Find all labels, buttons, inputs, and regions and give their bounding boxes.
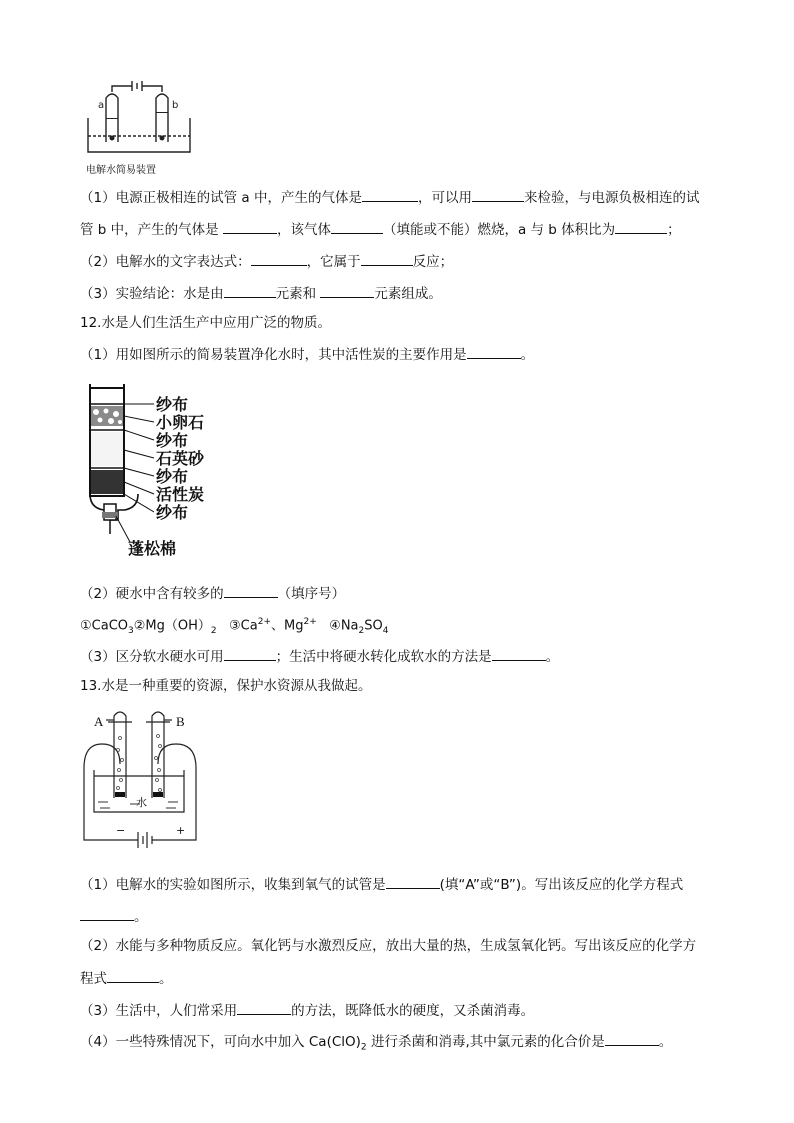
tube-label-a: a (98, 100, 105, 111)
subscript: 2 (210, 625, 217, 636)
positive-terminal-label: + (176, 824, 186, 837)
layer-label-0: 纱布 (156, 395, 189, 414)
text: （3）实验结论：水是由 (80, 286, 224, 302)
text: 元素组成。 (374, 286, 442, 302)
text: 。 (134, 909, 148, 925)
text: 。 (159, 971, 173, 987)
water-label: 水 (136, 796, 147, 809)
answer-blank[interactable] (467, 344, 521, 359)
subscript: 2 (358, 625, 365, 636)
superscript: 2+ (257, 617, 272, 627)
question-title: 12.水是人们生活生产中应用广泛的物质。 (80, 315, 331, 331)
q12-part1 (80, 344, 534, 364)
superscript: 2+ (303, 617, 317, 627)
q13-title (80, 677, 371, 695)
option-2: ②Mg（OH） (133, 618, 211, 634)
water-purifier-figure (84, 384, 234, 560)
subscript: 3 (128, 625, 134, 636)
q13-part1-line2 (80, 906, 148, 926)
text: （3）生活中，人们常采用 (80, 1003, 238, 1019)
answer-blank[interactable] (361, 251, 413, 266)
answer-blank[interactable] (107, 968, 159, 983)
text: （3）区分软水硬水可用 (80, 649, 224, 665)
layer-label-1: 小卵石 (156, 413, 205, 432)
option-4: ④Na (329, 618, 359, 634)
answer-blank[interactable] (251, 251, 307, 266)
answer-blank[interactable] (472, 187, 524, 202)
text: (填“A”或“B”)。写出该反应的化学方程式 (439, 877, 684, 893)
layer-label-3: 石英砂 (156, 449, 205, 468)
text: （2）电解水的文字表达式： (80, 254, 251, 270)
answer-blank[interactable] (615, 219, 667, 234)
electrolysis-figure-2 (80, 708, 220, 860)
text: 来检验，与电源负极相连的试 (523, 190, 700, 206)
text: SO (364, 618, 383, 634)
answer-blank[interactable] (80, 906, 134, 921)
tube-label-B: B (176, 714, 185, 729)
text: （填序号） (277, 586, 346, 602)
option-1: ①CaCO (80, 618, 129, 634)
answer-blank[interactable] (362, 187, 418, 202)
text: 程式 (80, 971, 107, 987)
layer-label-5: 活性炭 (156, 485, 205, 504)
q12-part2 (80, 583, 345, 603)
text: （填能或不能）燃烧，a 与 b 体积比为 (382, 222, 616, 238)
answer-blank[interactable] (223, 219, 277, 234)
answer-blank[interactable] (237, 1000, 291, 1015)
tube-label-b: b (172, 100, 179, 111)
q13-part3 (80, 1000, 534, 1020)
question-title: 13.水是一种重要的资源，保护水资源从我做起。 (80, 678, 372, 694)
tube-label-A: A (94, 714, 104, 729)
answer-blank[interactable] (320, 283, 374, 298)
q13-part4 (80, 1031, 672, 1057)
q12-options (80, 613, 388, 640)
negative-terminal-label: − (116, 824, 126, 837)
text: 反应； (412, 254, 454, 270)
q12-title (80, 314, 331, 332)
text: 管 b 中，产生的气体是 (80, 222, 223, 238)
text: （2）硬水中含有较多的 (80, 586, 224, 602)
answer-blank[interactable] (605, 1031, 659, 1046)
text: ，该气体 (276, 222, 331, 238)
q11-part1-line2 (80, 219, 681, 239)
answer-blank[interactable] (386, 874, 440, 889)
figure-caption: 电解水简易装置 (86, 165, 156, 176)
cotton-label: 蓬松棉 (128, 539, 177, 558)
text: 、Mg (271, 618, 304, 634)
answer-blank[interactable] (224, 646, 276, 661)
text: ； (667, 222, 681, 238)
subscript: 2 (360, 1042, 367, 1053)
text: 的方法，既降低水的硬度，又杀菌消毒。 (291, 1003, 535, 1019)
q11-part3 (80, 283, 442, 303)
q13-part2-line1 (80, 937, 696, 955)
subscript: 4 (382, 625, 389, 636)
text: 进行杀菌和消毒,其中氯元素的化合价是 (366, 1034, 605, 1050)
text: （1）用如图所示的简易装置净化水时，其中活性炭的主要作用是 (80, 347, 467, 363)
q13-part1-line1 (80, 874, 683, 894)
layer-label-2: 纱布 (156, 431, 189, 450)
text: 元素和 (275, 286, 321, 302)
option-3: ③Ca (229, 618, 258, 634)
q11-part2 (80, 251, 453, 271)
text: （1）电源正极相连的试管 a 中，产生的气体是 (80, 190, 362, 206)
answer-blank[interactable] (224, 583, 278, 598)
text: 。 (520, 347, 535, 363)
text: （4）一些特殊情况下，可向水中加入 Ca(ClO) (80, 1034, 361, 1050)
text: ；生活中将硬水转化成软水的方法是 (275, 649, 492, 665)
text: 。 (545, 649, 560, 665)
text: ，它属于 (306, 254, 361, 270)
text: ，可以用 (417, 190, 472, 206)
text: （1）电解水的实验如图所示，收集到氧气的试管是 (80, 877, 386, 893)
q11-part1-line1 (80, 187, 699, 207)
text: 。 (658, 1034, 673, 1050)
answer-blank[interactable] (224, 283, 276, 298)
q12-part3 (80, 646, 559, 666)
q13-part2-line2 (80, 968, 173, 988)
answer-blank[interactable] (331, 219, 383, 234)
text: （2）水能与多种物质反应。氧化钙与水激烈反应，放出大量的热，生成氢氧化钙。写出该反应的化学方 (80, 938, 697, 954)
answer-blank[interactable] (492, 646, 546, 661)
layer-label-4: 纱布 (156, 467, 189, 486)
electrolysis-figure-1 (84, 78, 194, 178)
layer-label-6: 纱布 (156, 503, 189, 522)
